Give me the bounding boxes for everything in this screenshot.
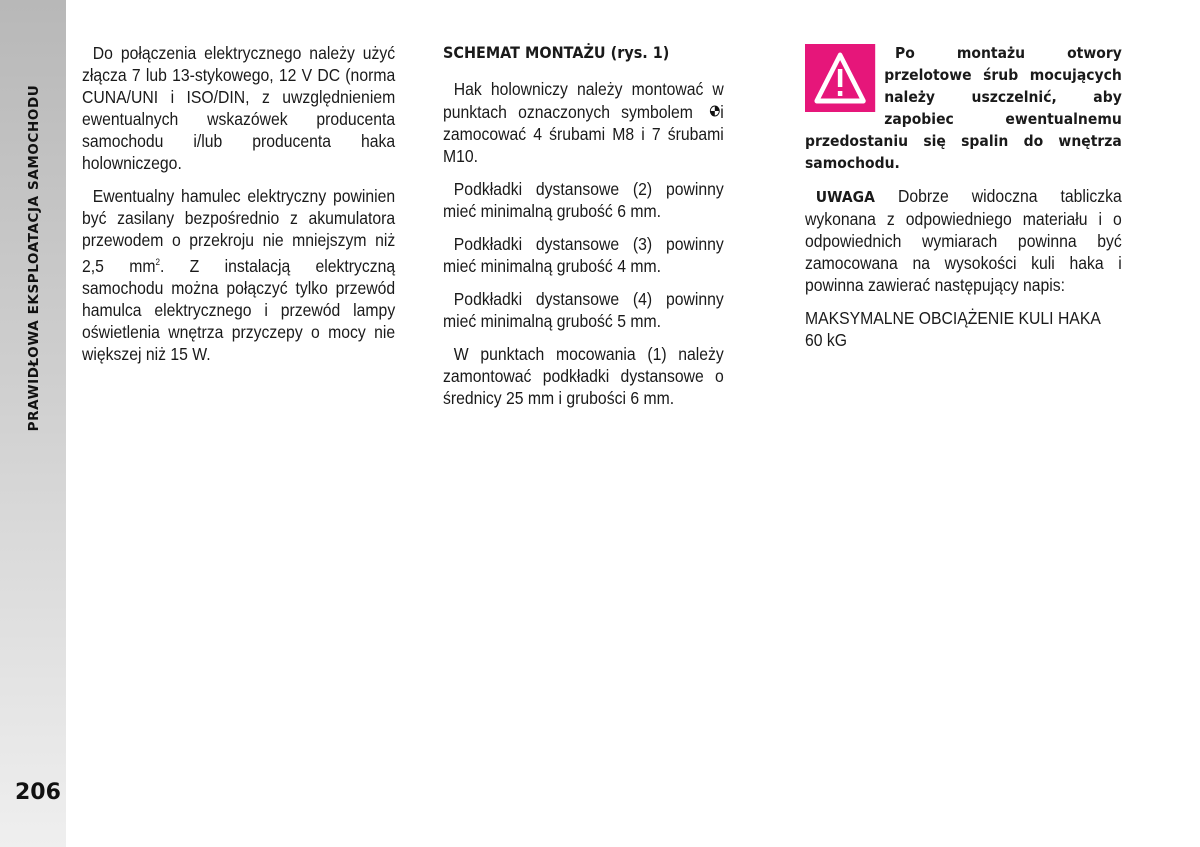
quartered-circle-icon [698, 100, 709, 112]
warning-triangle-icon [805, 44, 875, 112]
warning-text: Po montażu otwory przelotowe śrub mocujących należy uszczelnić, aby zapobiec ewentualnemu przedostaniu się spalin do wnętrza samochodu. [805, 44, 1122, 172]
figure-ref: (rys. 1) [610, 43, 670, 62]
plate-line-1: MAKSYMALNE OBCIĄŻENIE KULI HAKA [805, 308, 1101, 328]
paragraph-mounting [443, 78, 724, 167]
brake-text-a: Ewentualny hamulec elektryczny powinien być zasilany bezpośrednio z akumulatora przewodem o przekroju nie mniejszym niż 2,5 mm [82, 186, 396, 276]
note-paragraph [805, 185, 1122, 296]
paragraph-washer-2: Podkładki dystansowe (2) powinny mieć minimalną grubość 6 mm. [443, 179, 724, 221]
plate-inscription [805, 307, 1122, 351]
superscript: 2 [155, 257, 160, 267]
warning-box [805, 42, 1122, 174]
page-number: 206 [15, 780, 61, 805]
column-2 [443, 42, 724, 420]
paragraph-brake [82, 185, 395, 365]
paragraph-washer-4: Podkładki dystansowe (4) powinny mieć minimalną grubość 5 mm. [443, 289, 724, 331]
paragraph-connector: Do połączenia elektrycznego należy użyć złącza 7 lub 13-stykowego, 12 V DC (norma CUNA/UNI i ISO/DIN, z uwzględnieniem ewentualnych wskazówek producenta samochodu i/lub producenta haka holowniczego. [82, 43, 396, 173]
section-title: PRAWIDŁOWA EKSPLOATACJA SAMOCHODU [26, 84, 42, 432]
paragraph-washer-3: Podkładki dystansowe (3) powinny mieć minimalną grubość 4 mm. [443, 234, 724, 276]
column-3 [805, 42, 1122, 362]
mounting-text-a: Hak holowniczy należy montować w punktach oznaczonych symbolem [443, 79, 724, 122]
plate-line-2: 60 kG [805, 330, 848, 350]
section-heading [443, 42, 724, 64]
mounting-text-b: i zamocować 4 śrubami M8 i 7 śrubami M10. [443, 102, 724, 166]
column-1 [82, 42, 395, 376]
paragraph-washer-1: W punktach mocowania (1) należy zamontować podkładki dystansowe o średnicy 25 mm i grubości 6 mm. [443, 344, 724, 408]
heading-text: SCHEMAT MONTAŻU [443, 43, 606, 62]
brake-text-b: . Z instalacją elektryczną samochodu można połączyć tylko przewód hamulca elektrycznego i przewód lampy oświetlenia wnętrza przyczepy o mocy nie większej niż 15 W. [82, 255, 396, 364]
sidebar [0, 0, 66, 847]
note-label: UWAGA [815, 188, 875, 206]
note-text: Dobrze widoczna tabliczka wykonana z odpowiedniego materiału i o odpowiednich wymiarach powinna być zamocowana na wysokości kuli haka i powinna zawierać następujący napis: [805, 186, 1122, 295]
